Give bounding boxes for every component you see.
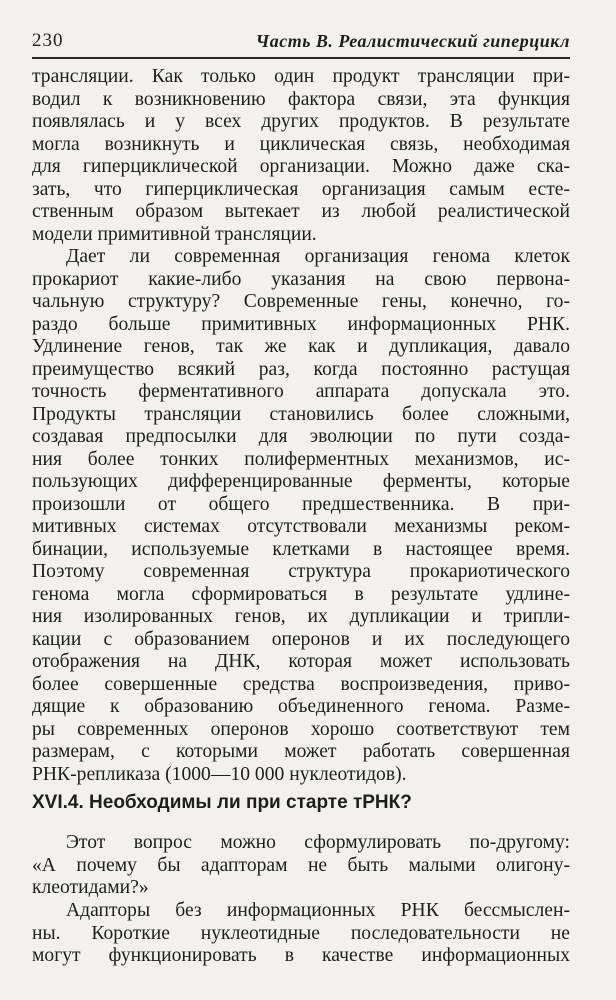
page-number: 230 [32, 30, 64, 51]
text-line: Поэтому современная структура прокариотического [32, 561, 570, 582]
text-line: митивных системах отсутствовали механизмы реком- [32, 516, 570, 537]
text-line: ния более тонких полиферментных механизмов, ис- [32, 448, 570, 470]
text-line: ры современных оперонов хорошо соответствуют тем [32, 718, 570, 740]
text-line: размерам, с которыми может работать совершенная [32, 741, 570, 762]
text-line: отображения на ДНК, которая может использовать [32, 651, 570, 672]
text-line: могла возникнуть и циклическая связь, необходимая [32, 133, 570, 155]
paragraph-3 [32, 832, 570, 900]
text-line: точность ферментативного аппарата допускала это. [32, 381, 570, 402]
text-line: создавая предпосылки для эволюции по пути созда- [32, 426, 570, 447]
paragraph-1 [32, 66, 570, 246]
text-line: раздо больше примитивных информационных РНК. [32, 313, 570, 335]
text-line: кации с образованием оперонов и их последующего [32, 628, 570, 650]
text-line: дящие к образованию объединенного генома. Разме- [32, 696, 570, 717]
text-line: зать, что гиперциклическая организация самым есте- [32, 178, 570, 200]
page-header [32, 28, 570, 56]
text-line: бинации, используемые клетками в настоящее время. [32, 538, 570, 560]
text-line: водил к возникновению фактора связи, эта функция [32, 88, 570, 110]
running-title: Часть В. Реалистический гиперцикл [255, 31, 570, 51]
text-line: ны. Короткие нуклеотидные последовательности не [32, 922, 570, 944]
text-line: ния изолированных генов, их дупликации и трипли- [32, 606, 570, 627]
text-line: произошли от общего предшественника. В при- [32, 493, 570, 515]
text-line: для гиперциклической организации. Можно даже ска- [32, 156, 570, 177]
paragraph-2 [32, 246, 570, 786]
text-line: ственным образом вытекает из любой реалистической [32, 201, 570, 222]
text-line: Удлинение генов, так же как и дупликация, давало [32, 336, 570, 357]
text-line: модели примитивной трансляции. [32, 223, 317, 245]
text-line: более совершенные средства воспроизведения, приво- [32, 673, 570, 695]
text-line: могут функционировать в качестве информационных [32, 945, 570, 966]
text-line: РНК-репликаза (1000—10 000 нуклеотидов). [32, 763, 407, 785]
text-line: чальную структуру? Современные гены, конечно, го- [32, 291, 570, 312]
text-line: трансляции. Как только один продукт трансляции при- [32, 66, 570, 87]
text-line: клеотидами?» [32, 877, 149, 898]
text-line: Адапторы без информационных РНК бессмыслен- [66, 900, 570, 921]
text-line: Дает ли современная организация генома клеток [66, 246, 570, 267]
text-line: появлялась и у всех других продуктов. В результате [32, 111, 570, 132]
header-rule [32, 57, 570, 59]
text-line: генома могла сформироваться в результате удлине- [32, 583, 570, 605]
text-line: преимущество всякий раз, когда постоянно растущая [32, 358, 570, 380]
text-line: Продукты трансляции становились более сложными, [32, 403, 570, 425]
text-line: прокариот какие-либо указания на свою первона- [32, 268, 570, 290]
text-line: Этот вопрос можно сформулировать по-другому: [66, 832, 570, 853]
text-line: «А почему бы адапторам не быть малыми олигону- [32, 854, 570, 876]
paragraph-4 [32, 900, 570, 968]
text-line: пользующих дифференцированные ферменты, которые [32, 471, 570, 492]
section-heading: XVI.4. Необходимы ли при старте тРНК? [32, 792, 412, 813]
